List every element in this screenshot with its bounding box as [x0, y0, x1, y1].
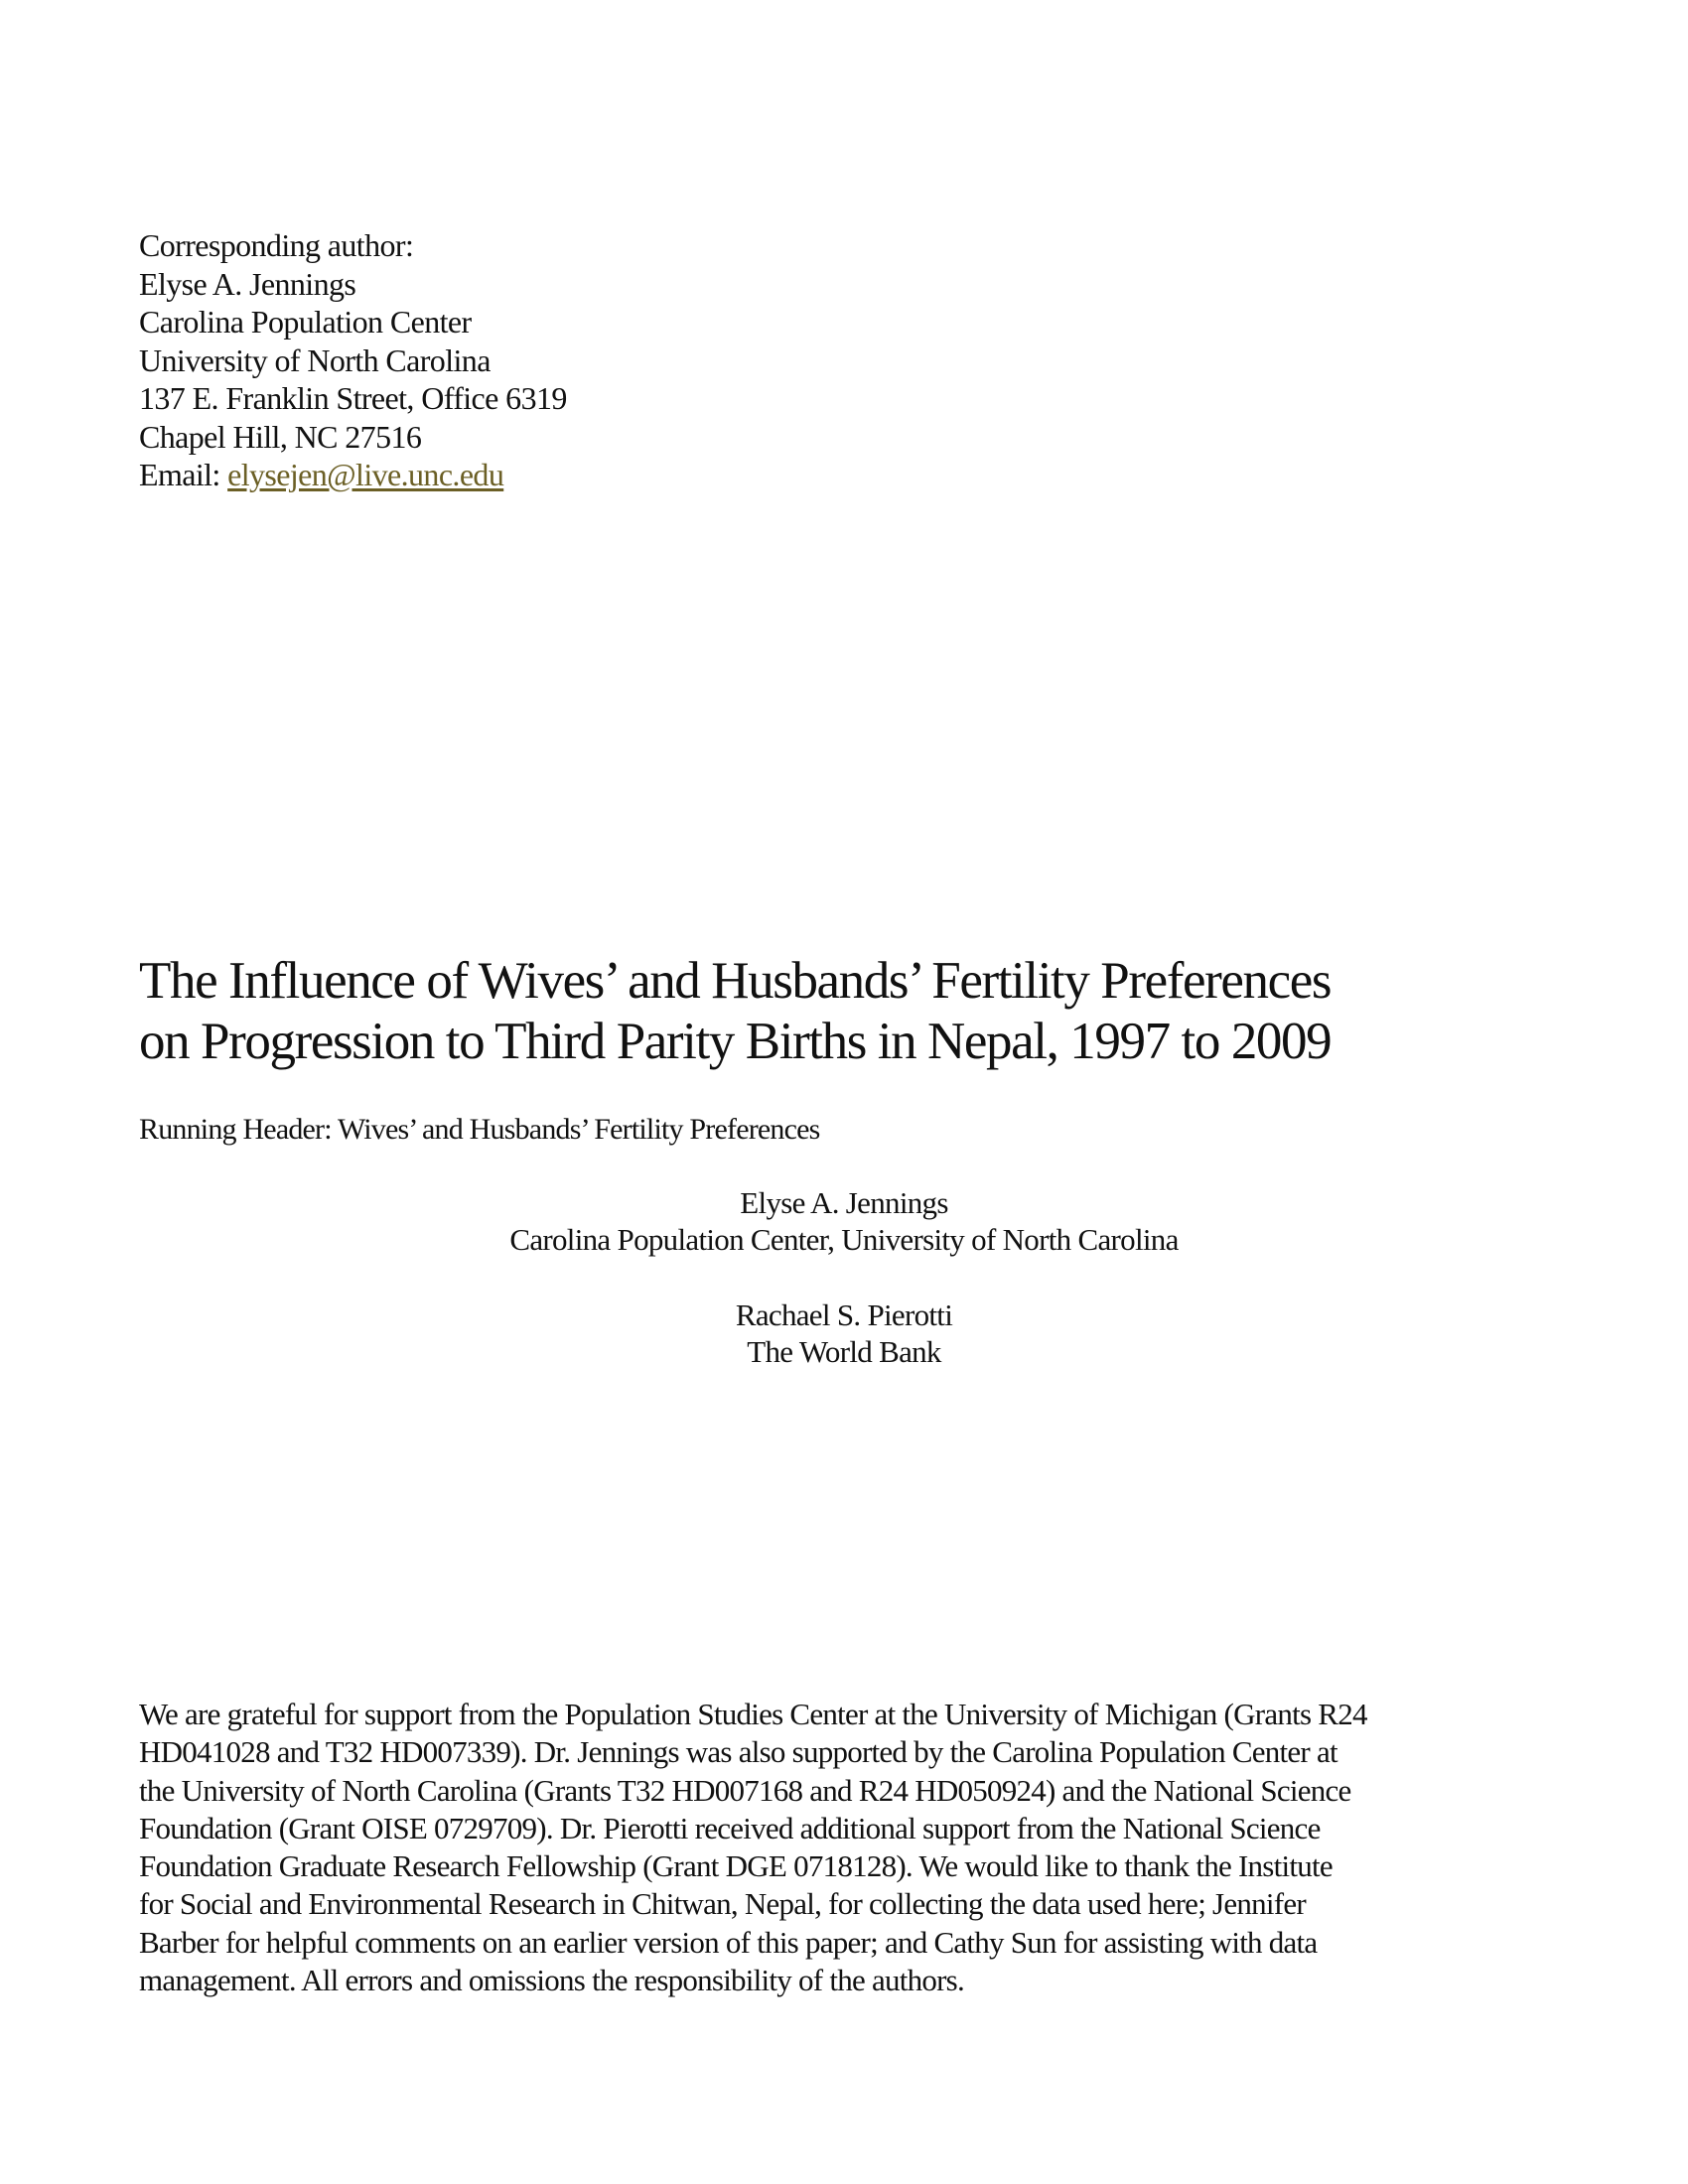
acknowledgement-line: for Social and Environmental Research in Chitwan, Nepal, for collecting the data used here; Jennifer	[139, 1886, 1306, 1922]
acknowledgement-line: We are grateful for support from the Population Studies Center at the University of Michigan (Grants R24	[139, 1697, 1367, 1731]
corresponding-author-org: Carolina Population Center	[139, 304, 472, 340]
author-affiliation: The World Bank	[747, 1334, 941, 1369]
acknowledgement-line: HD041028 and T32 HD007339). Dr. Jennings was also supported by the Carolina Population Center at	[139, 1734, 1337, 1770]
acknowledgement-line: Foundation Graduate Research Fellowship (Grant DGE 0718128). We would like to thank the Institute	[139, 1848, 1333, 1884]
acknowledgement-line: management. All errors and omissions the responsibility of the authors.	[139, 1963, 964, 1998]
author-name: Elyse A. Jennings	[740, 1185, 948, 1220]
email-link[interactable]: elysejen@live.unc.edu	[227, 457, 504, 492]
paper-title-line-2: on Progression to Third Parity Births in Nepal, 1997 to 2009	[139, 1013, 1332, 1070]
acknowledgement-line: the University of North Carolina (Grants T32 HD007168 and R24 HD050924) and the National Science	[139, 1772, 1351, 1808]
author-name: Rachael S. Pierotti	[735, 1297, 953, 1332]
author-affiliation: Carolina Population Center, University of North Carolina	[509, 1222, 1179, 1257]
running-header: Running Header: Wives’ and Husbands’ Fertility Preferences	[139, 1113, 820, 1146]
acknowledgement-line: Barber for helpful comments on an earlier version of this paper; and Cathy Sun for assisting with data	[139, 1924, 1318, 1960]
acknowledgement-line: Foundation (Grant OISE 0729709). Dr. Pierotti received additional support from the National Science	[139, 1810, 1321, 1845]
corresponding-author-name: Elyse A. Jennings	[139, 265, 356, 302]
corresponding-author-heading: Corresponding author:	[139, 227, 414, 263]
corresponding-author-university: University of North Carolina	[139, 341, 491, 378]
paper-title	[139, 951, 1589, 1072]
author-block-1	[0, 1184, 1688, 1258]
paper-title-line-1: The Influence of Wives’ and Husbands’ Fertility Preferences	[139, 952, 1332, 1010]
corresponding-author-street: 137 E. Franklin Street, Office 6319	[139, 380, 567, 416]
corresponding-author-city: Chapel Hill, NC 27516	[139, 418, 422, 455]
acknowledgement-paragraph	[139, 1696, 1569, 1999]
corresponding-author-email-line	[139, 456, 567, 494]
corresponding-author-block	[139, 226, 567, 494]
email-label: Email:	[139, 457, 228, 492]
author-block-2	[0, 1297, 1688, 1370]
